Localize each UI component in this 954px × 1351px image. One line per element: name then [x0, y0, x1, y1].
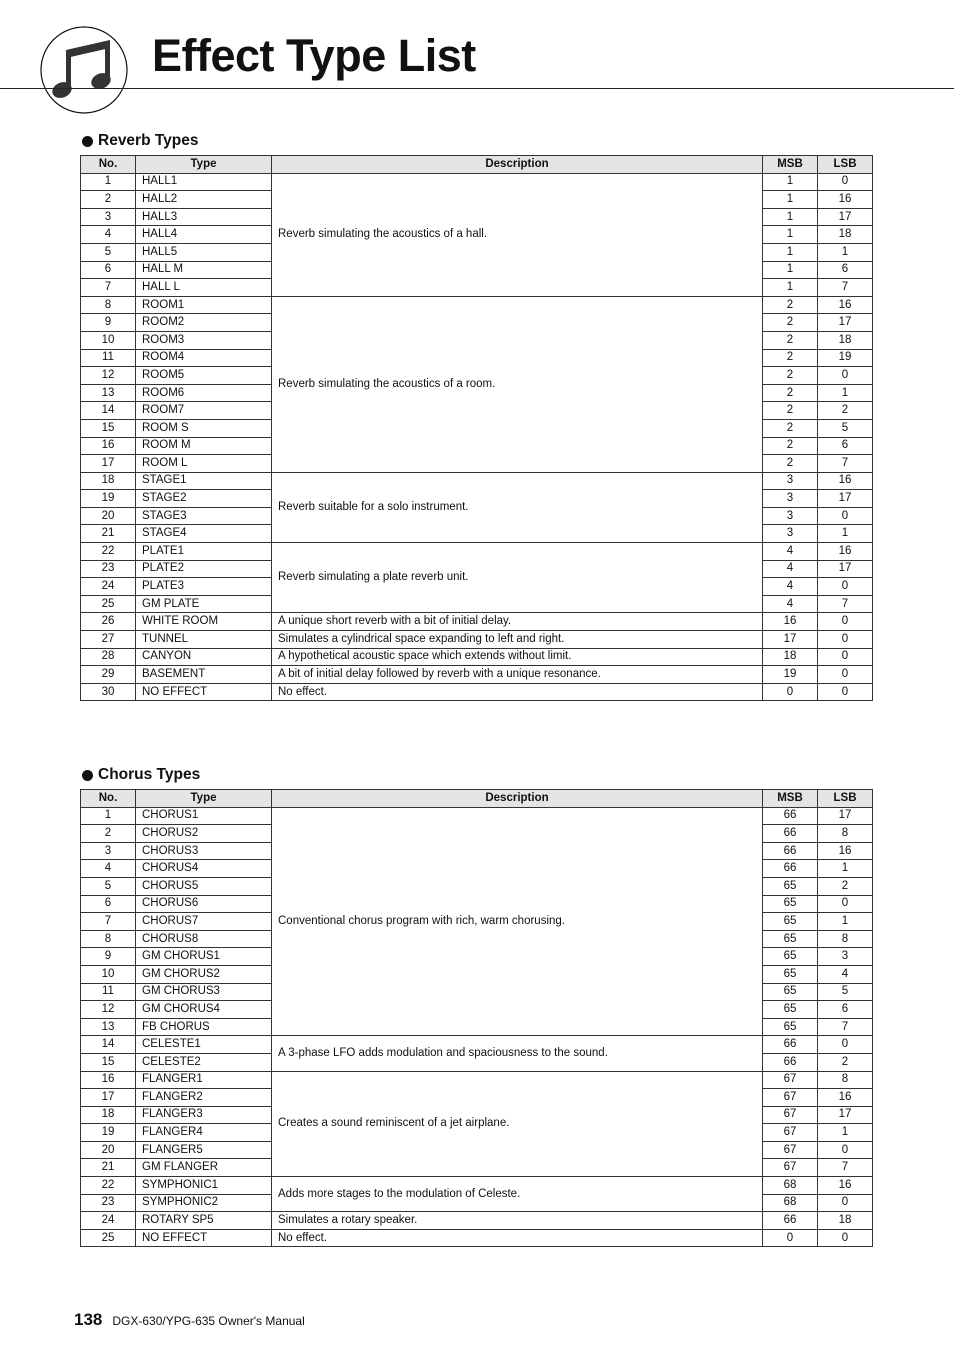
table-row — [81, 1177, 873, 1195]
cell-type: ROOM5 — [136, 367, 272, 385]
cell-description: Reverb simulating the acoustics of a room. — [272, 296, 763, 472]
cell-number: 29 — [81, 666, 136, 684]
cell-number: 7 — [81, 913, 136, 931]
cell-number: 8 — [81, 930, 136, 948]
cell-type: ROOM1 — [136, 296, 272, 314]
cell-lsb: 0 — [818, 1194, 873, 1212]
cell-type: STAGE3 — [136, 507, 272, 525]
cell-type: STAGE1 — [136, 472, 272, 490]
cell-number: 15 — [81, 1053, 136, 1071]
cell-number: 3 — [81, 842, 136, 860]
table-row — [81, 631, 873, 649]
cell-type: GM PLATE — [136, 595, 272, 613]
cell-lsb: 1 — [818, 1124, 873, 1142]
cell-msb: 16 — [763, 613, 818, 631]
cell-type: FLANGER3 — [136, 1106, 272, 1124]
cell-type: CHORUS4 — [136, 860, 272, 878]
cell-msb: 2 — [763, 419, 818, 437]
cell-number: 1 — [81, 807, 136, 825]
cell-msb: 66 — [763, 842, 818, 860]
cell-msb: 2 — [763, 455, 818, 473]
cell-msb: 67 — [763, 1141, 818, 1159]
reverb-table-body — [81, 173, 873, 701]
cell-msb: 1 — [763, 243, 818, 261]
cell-description: Adds more stages to the modulation of Celeste. — [272, 1177, 763, 1212]
cell-lsb: 0 — [818, 648, 873, 666]
table-row — [81, 543, 873, 561]
chorus-table — [80, 789, 873, 1247]
cell-lsb: 2 — [818, 1053, 873, 1071]
table-header-row — [81, 156, 873, 174]
cell-msb: 67 — [763, 1071, 818, 1089]
cell-number: 22 — [81, 1177, 136, 1195]
col-header-description: Description — [272, 790, 763, 808]
cell-type: ROOM6 — [136, 384, 272, 402]
cell-lsb: 4 — [818, 965, 873, 983]
cell-number: 2 — [81, 825, 136, 843]
cell-description: Conventional chorus program with rich, warm chorusing. — [272, 807, 763, 1036]
cell-type: TUNNEL — [136, 631, 272, 649]
cell-lsb: 17 — [818, 314, 873, 332]
cell-msb: 3 — [763, 507, 818, 525]
cell-lsb: 0 — [818, 507, 873, 525]
cell-lsb: 16 — [818, 191, 873, 209]
cell-type: CELESTE1 — [136, 1036, 272, 1054]
cell-lsb: 7 — [818, 455, 873, 473]
cell-number: 10 — [81, 331, 136, 349]
cell-number: 6 — [81, 895, 136, 913]
cell-msb: 3 — [763, 525, 818, 543]
cell-msb: 66 — [763, 1212, 818, 1230]
cell-description: Simulates a rotary speaker. — [272, 1212, 763, 1230]
cell-number: 8 — [81, 296, 136, 314]
cell-type: CANYON — [136, 648, 272, 666]
reverb-table — [80, 155, 873, 701]
cell-number: 23 — [81, 560, 136, 578]
cell-lsb: 6 — [818, 437, 873, 455]
cell-lsb: 18 — [818, 1212, 873, 1230]
table-header-row — [81, 790, 873, 808]
cell-lsb: 1 — [818, 384, 873, 402]
cell-msb: 2 — [763, 296, 818, 314]
cell-msb: 1 — [763, 173, 818, 191]
cell-number: 16 — [81, 437, 136, 455]
table-row — [81, 666, 873, 684]
table-row — [81, 1036, 873, 1054]
cell-type: FLANGER4 — [136, 1124, 272, 1142]
cell-msb: 68 — [763, 1177, 818, 1195]
cell-msb: 2 — [763, 437, 818, 455]
cell-lsb: 16 — [818, 1089, 873, 1107]
cell-number: 17 — [81, 455, 136, 473]
cell-lsb: 0 — [818, 613, 873, 631]
cell-type: STAGE2 — [136, 490, 272, 508]
cell-msb: 66 — [763, 825, 818, 843]
cell-type: ROOM2 — [136, 314, 272, 332]
cell-description: Reverb simulating a plate reverb unit. — [272, 543, 763, 613]
cell-number: 25 — [81, 1229, 136, 1247]
cell-type: HALL2 — [136, 191, 272, 209]
cell-msb: 19 — [763, 666, 818, 684]
cell-lsb: 17 — [818, 807, 873, 825]
cell-number: 28 — [81, 648, 136, 666]
cell-msb: 2 — [763, 331, 818, 349]
cell-type: HALL L — [136, 279, 272, 297]
cell-type: ROOM3 — [136, 331, 272, 349]
cell-lsb: 0 — [818, 367, 873, 385]
cell-lsb: 8 — [818, 1071, 873, 1089]
cell-lsb: 16 — [818, 842, 873, 860]
cell-number: 2 — [81, 191, 136, 209]
cell-msb: 65 — [763, 983, 818, 1001]
cell-lsb: 7 — [818, 279, 873, 297]
cell-type: ROOM M — [136, 437, 272, 455]
cell-msb: 0 — [763, 1229, 818, 1247]
cell-msb: 3 — [763, 490, 818, 508]
table-row — [81, 1229, 873, 1247]
cell-type: STAGE4 — [136, 525, 272, 543]
cell-msb: 65 — [763, 948, 818, 966]
cell-type: FLANGER1 — [136, 1071, 272, 1089]
cell-type: GM FLANGER — [136, 1159, 272, 1177]
cell-lsb: 18 — [818, 226, 873, 244]
cell-type: SYMPHONIC2 — [136, 1194, 272, 1212]
cell-msb: 2 — [763, 384, 818, 402]
cell-lsb: 0 — [818, 683, 873, 701]
cell-type: HALL1 — [136, 173, 272, 191]
cell-msb: 0 — [763, 683, 818, 701]
cell-number: 23 — [81, 1194, 136, 1212]
cell-lsb: 7 — [818, 1018, 873, 1036]
page-number: 138 — [74, 1310, 103, 1329]
cell-msb: 2 — [763, 367, 818, 385]
cell-type: ROOM4 — [136, 349, 272, 367]
cell-lsb: 18 — [818, 331, 873, 349]
cell-msb: 65 — [763, 1018, 818, 1036]
cell-msb: 65 — [763, 965, 818, 983]
cell-msb: 2 — [763, 349, 818, 367]
cell-lsb: 19 — [818, 349, 873, 367]
cell-type: CHORUS6 — [136, 895, 272, 913]
col-header-no: No. — [81, 156, 136, 174]
cell-description: A bit of initial delay followed by reverb with a unique resonance. — [272, 666, 763, 684]
page-footer — [74, 1310, 305, 1330]
cell-number: 4 — [81, 860, 136, 878]
cell-msb: 65 — [763, 913, 818, 931]
cell-lsb: 8 — [818, 930, 873, 948]
table-row — [81, 1071, 873, 1089]
cell-lsb: 16 — [818, 296, 873, 314]
cell-msb: 2 — [763, 314, 818, 332]
cell-number: 18 — [81, 472, 136, 490]
cell-number: 6 — [81, 261, 136, 279]
cell-type: ROOM S — [136, 419, 272, 437]
cell-msb: 17 — [763, 631, 818, 649]
cell-lsb: 17 — [818, 208, 873, 226]
cell-type: HALL4 — [136, 226, 272, 244]
cell-lsb: 16 — [818, 1177, 873, 1195]
cell-number: 9 — [81, 314, 136, 332]
cell-number: 7 — [81, 279, 136, 297]
cell-lsb: 1 — [818, 243, 873, 261]
cell-description: A hypothetical acoustic space which extends without limit. — [272, 648, 763, 666]
cell-msb: 66 — [763, 1053, 818, 1071]
cell-type: HALL3 — [136, 208, 272, 226]
cell-type: FLANGER5 — [136, 1141, 272, 1159]
cell-lsb: 5 — [818, 983, 873, 1001]
cell-msb: 1 — [763, 226, 818, 244]
cell-type: PLATE2 — [136, 560, 272, 578]
reverb-heading-label: Reverb Types — [98, 132, 199, 149]
reverb-section-heading — [82, 132, 199, 150]
cell-number: 19 — [81, 1124, 136, 1142]
cell-number: 19 — [81, 490, 136, 508]
cell-msb: 65 — [763, 877, 818, 895]
cell-lsb: 0 — [818, 1229, 873, 1247]
cell-number: 1 — [81, 173, 136, 191]
cell-description: Creates a sound reminiscent of a jet airplane. — [272, 1071, 763, 1177]
cell-type: NO EFFECT — [136, 683, 272, 701]
chorus-heading-label: Chorus Types — [98, 766, 201, 783]
cell-number: 21 — [81, 1159, 136, 1177]
cell-number: 13 — [81, 1018, 136, 1036]
cell-msb: 2 — [763, 402, 818, 420]
cell-msb: 67 — [763, 1106, 818, 1124]
cell-type: GM CHORUS2 — [136, 965, 272, 983]
cell-description: Reverb simulating the acoustics of a hall. — [272, 173, 763, 296]
cell-number: 11 — [81, 349, 136, 367]
cell-description: A 3-phase LFO adds modulation and spaciousness to the sound. — [272, 1036, 763, 1071]
cell-number: 4 — [81, 226, 136, 244]
cell-lsb: 0 — [818, 578, 873, 596]
cell-lsb: 0 — [818, 895, 873, 913]
cell-number: 27 — [81, 631, 136, 649]
cell-msb: 1 — [763, 208, 818, 226]
cell-msb: 66 — [763, 860, 818, 878]
table-row — [81, 1212, 873, 1230]
cell-msb: 4 — [763, 595, 818, 613]
cell-type: ROTARY SP5 — [136, 1212, 272, 1230]
cell-type: FLANGER2 — [136, 1089, 272, 1107]
bullet-icon — [82, 136, 93, 147]
cell-number: 14 — [81, 402, 136, 420]
cell-number: 25 — [81, 595, 136, 613]
table-row — [81, 173, 873, 191]
page-title: Effect Type List — [152, 30, 476, 81]
cell-lsb: 0 — [818, 666, 873, 684]
col-header-description: Description — [272, 156, 763, 174]
cell-description: Reverb suitable for a solo instrument. — [272, 472, 763, 542]
cell-number: 26 — [81, 613, 136, 631]
cell-number: 14 — [81, 1036, 136, 1054]
cell-number: 12 — [81, 1001, 136, 1019]
cell-type: CHORUS2 — [136, 825, 272, 843]
cell-msb: 67 — [763, 1089, 818, 1107]
cell-number: 30 — [81, 683, 136, 701]
manual-name: DGX-630/YPG-635 Owner's Manual — [112, 1314, 305, 1328]
cell-type: GM CHORUS3 — [136, 983, 272, 1001]
cell-type: CHORUS5 — [136, 877, 272, 895]
cell-msb: 68 — [763, 1194, 818, 1212]
table-row — [81, 613, 873, 631]
cell-lsb: 2 — [818, 402, 873, 420]
table-row — [81, 807, 873, 825]
cell-lsb: 5 — [818, 419, 873, 437]
cell-lsb: 7 — [818, 1159, 873, 1177]
table-row — [81, 472, 873, 490]
cell-number: 5 — [81, 243, 136, 261]
table-row — [81, 683, 873, 701]
cell-number: 20 — [81, 1141, 136, 1159]
cell-type: NO EFFECT — [136, 1229, 272, 1247]
cell-number: 3 — [81, 208, 136, 226]
cell-type: PLATE3 — [136, 578, 272, 596]
cell-lsb: 3 — [818, 948, 873, 966]
table-row — [81, 296, 873, 314]
cell-msb: 4 — [763, 543, 818, 561]
cell-msb: 3 — [763, 472, 818, 490]
cell-description: Simulates a cylindrical space expanding to left and right. — [272, 631, 763, 649]
cell-type: GM CHORUS1 — [136, 948, 272, 966]
cell-number: 22 — [81, 543, 136, 561]
cell-number: 21 — [81, 525, 136, 543]
cell-lsb: 8 — [818, 825, 873, 843]
col-header-no: No. — [81, 790, 136, 808]
cell-type: CELESTE2 — [136, 1053, 272, 1071]
bullet-icon — [82, 770, 93, 781]
cell-number: 24 — [81, 1212, 136, 1230]
chorus-section-heading — [82, 766, 200, 784]
col-header-lsb: LSB — [818, 790, 873, 808]
cell-lsb: 17 — [818, 490, 873, 508]
cell-lsb: 17 — [818, 560, 873, 578]
cell-type: WHITE ROOM — [136, 613, 272, 631]
cell-lsb: 6 — [818, 1001, 873, 1019]
cell-msb: 65 — [763, 895, 818, 913]
header-divider — [0, 88, 954, 89]
cell-type: ROOM L — [136, 455, 272, 473]
music-note-icon — [40, 26, 128, 114]
cell-msb: 1 — [763, 279, 818, 297]
cell-msb: 65 — [763, 930, 818, 948]
cell-number: 9 — [81, 948, 136, 966]
cell-number: 13 — [81, 384, 136, 402]
cell-number: 16 — [81, 1071, 136, 1089]
cell-lsb: 1 — [818, 913, 873, 931]
cell-type: SYMPHONIC1 — [136, 1177, 272, 1195]
cell-msb: 67 — [763, 1124, 818, 1142]
cell-type: CHORUS3 — [136, 842, 272, 860]
cell-lsb: 0 — [818, 173, 873, 191]
cell-type: CHORUS1 — [136, 807, 272, 825]
col-header-msb: MSB — [763, 156, 818, 174]
cell-type: CHORUS7 — [136, 913, 272, 931]
cell-number: 24 — [81, 578, 136, 596]
col-header-type: Type — [136, 156, 272, 174]
cell-lsb: 16 — [818, 543, 873, 561]
cell-msb: 65 — [763, 1001, 818, 1019]
cell-lsb: 2 — [818, 877, 873, 895]
cell-msb: 66 — [763, 807, 818, 825]
cell-type: PLATE1 — [136, 543, 272, 561]
cell-msb: 18 — [763, 648, 818, 666]
cell-lsb: 17 — [818, 1106, 873, 1124]
cell-number: 12 — [81, 367, 136, 385]
cell-description: No effect. — [272, 1229, 763, 1247]
table-row — [81, 648, 873, 666]
cell-number: 11 — [81, 983, 136, 1001]
cell-number: 18 — [81, 1106, 136, 1124]
cell-lsb: 0 — [818, 631, 873, 649]
cell-number: 5 — [81, 877, 136, 895]
col-header-type: Type — [136, 790, 272, 808]
cell-lsb: 7 — [818, 595, 873, 613]
cell-number: 17 — [81, 1089, 136, 1107]
cell-msb: 66 — [763, 1036, 818, 1054]
cell-lsb: 6 — [818, 261, 873, 279]
cell-number: 20 — [81, 507, 136, 525]
cell-msb: 4 — [763, 560, 818, 578]
cell-lsb: 0 — [818, 1036, 873, 1054]
cell-msb: 1 — [763, 191, 818, 209]
cell-type: ROOM7 — [136, 402, 272, 420]
cell-number: 10 — [81, 965, 136, 983]
cell-msb: 67 — [763, 1159, 818, 1177]
cell-msb: 4 — [763, 578, 818, 596]
cell-type: HALL M — [136, 261, 272, 279]
cell-lsb: 16 — [818, 472, 873, 490]
cell-msb: 1 — [763, 261, 818, 279]
chorus-table-body — [81, 807, 873, 1247]
cell-description: No effect. — [272, 683, 763, 701]
cell-description: A unique short reverb with a bit of initial delay. — [272, 613, 763, 631]
cell-lsb: 1 — [818, 525, 873, 543]
cell-number: 15 — [81, 419, 136, 437]
col-header-msb: MSB — [763, 790, 818, 808]
cell-type: GM CHORUS4 — [136, 1001, 272, 1019]
cell-type: FB CHORUS — [136, 1018, 272, 1036]
cell-lsb: 0 — [818, 1141, 873, 1159]
cell-type: BASEMENT — [136, 666, 272, 684]
cell-lsb: 1 — [818, 860, 873, 878]
cell-type: HALL5 — [136, 243, 272, 261]
col-header-lsb: LSB — [818, 156, 873, 174]
cell-type: CHORUS8 — [136, 930, 272, 948]
